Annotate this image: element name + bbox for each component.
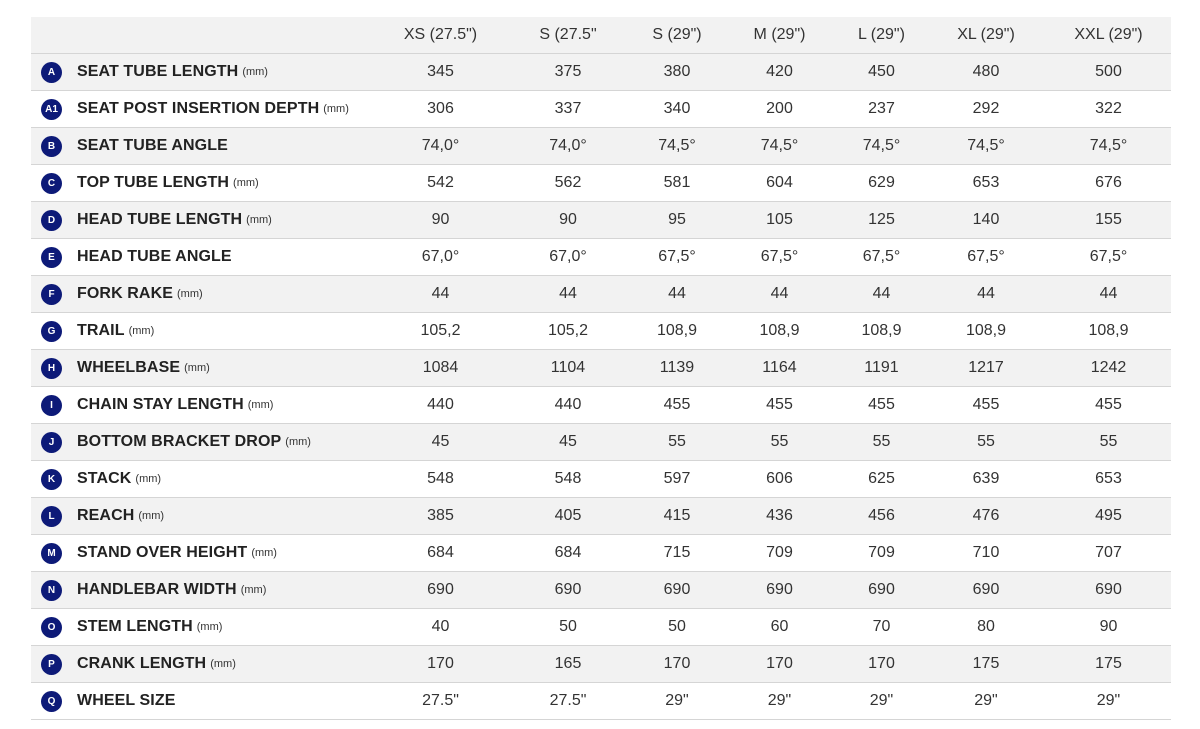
table-row bbox=[31, 461, 1171, 498]
value-cell: 155 bbox=[1046, 202, 1171, 239]
table-row bbox=[31, 350, 1171, 387]
value-cell: 684 bbox=[377, 535, 504, 572]
row-label bbox=[31, 136, 377, 157]
row-label bbox=[31, 62, 377, 83]
column-header-s-29: S (29") bbox=[632, 17, 722, 54]
value-cell: 405 bbox=[504, 498, 632, 535]
row-label-cell bbox=[31, 239, 377, 276]
value-cell: 105 bbox=[722, 202, 837, 239]
value-cell: 44 bbox=[632, 276, 722, 313]
measurement-name: SEAT POST INSERTION DEPTH bbox=[77, 100, 320, 117]
value-cell: 55 bbox=[926, 424, 1046, 461]
table-row bbox=[31, 535, 1171, 572]
value-cell: 67,0° bbox=[504, 239, 632, 276]
row-label-cell bbox=[31, 91, 377, 128]
measurement-name: BOTTOM BRACKET DROP bbox=[77, 433, 282, 450]
row-label-cell bbox=[31, 54, 377, 91]
value-cell: 44 bbox=[504, 276, 632, 313]
value-cell: 455 bbox=[1046, 387, 1171, 424]
value-cell: 125 bbox=[837, 202, 926, 239]
value-cell: 44 bbox=[1046, 276, 1171, 313]
value-cell: 108,9 bbox=[926, 313, 1046, 350]
value-cell: 380 bbox=[632, 54, 722, 91]
table-row bbox=[31, 128, 1171, 165]
measurement-badge: C bbox=[41, 173, 62, 194]
measurement-name: STACK bbox=[77, 470, 132, 487]
value-cell: 45 bbox=[377, 424, 504, 461]
measurement-unit: (mm) bbox=[135, 473, 162, 485]
value-cell: 1164 bbox=[722, 350, 837, 387]
value-cell: 74,0° bbox=[504, 128, 632, 165]
column-header-m-29: M (29") bbox=[722, 17, 837, 54]
row-label bbox=[31, 210, 377, 231]
value-cell: 95 bbox=[632, 202, 722, 239]
value-cell: 74,5° bbox=[926, 128, 1046, 165]
value-cell: 74,5° bbox=[837, 128, 926, 165]
value-cell: 455 bbox=[722, 387, 837, 424]
value-cell: 456 bbox=[837, 498, 926, 535]
value-cell: 55 bbox=[837, 424, 926, 461]
measurement-unit: (mm) bbox=[240, 584, 267, 596]
value-cell: 606 bbox=[722, 461, 837, 498]
value-cell: 27.5" bbox=[504, 683, 632, 720]
value-cell: 44 bbox=[926, 276, 1046, 313]
value-cell: 55 bbox=[632, 424, 722, 461]
table-row bbox=[31, 276, 1171, 313]
column-header-xs-27-5: XS (27.5") bbox=[377, 17, 504, 54]
row-label bbox=[31, 691, 377, 712]
value-cell: 1217 bbox=[926, 350, 1046, 387]
value-cell: 440 bbox=[377, 387, 504, 424]
row-label-cell bbox=[31, 424, 377, 461]
value-cell: 684 bbox=[504, 535, 632, 572]
measurement-unit: (mm) bbox=[233, 177, 259, 189]
row-label-cell bbox=[31, 313, 377, 350]
value-cell: 90 bbox=[1046, 609, 1171, 646]
value-cell: 292 bbox=[926, 91, 1046, 128]
value-cell: 542 bbox=[377, 165, 504, 202]
measurement-badge: I bbox=[41, 395, 62, 416]
value-cell: 175 bbox=[1046, 646, 1171, 683]
measurement-unit: (mm) bbox=[138, 510, 165, 522]
value-cell: 108,9 bbox=[632, 313, 722, 350]
row-label bbox=[31, 506, 377, 527]
table-row bbox=[31, 387, 1171, 424]
value-cell: 306 bbox=[377, 91, 504, 128]
row-label-cell bbox=[31, 350, 377, 387]
measurement-badge: N bbox=[41, 580, 62, 601]
row-label-cell bbox=[31, 128, 377, 165]
measurement-badge: A bbox=[41, 62, 62, 83]
value-cell: 108,9 bbox=[1046, 313, 1171, 350]
row-label bbox=[31, 469, 377, 490]
value-cell: 29" bbox=[1046, 683, 1171, 720]
value-cell: 345 bbox=[377, 54, 504, 91]
table-row bbox=[31, 609, 1171, 646]
value-cell: 707 bbox=[1046, 535, 1171, 572]
value-cell: 455 bbox=[632, 387, 722, 424]
geometry-table bbox=[31, 17, 1171, 720]
table-row bbox=[31, 498, 1171, 535]
table-row bbox=[31, 54, 1171, 91]
measurement-unit: (mm) bbox=[184, 362, 210, 374]
value-cell: 55 bbox=[722, 424, 837, 461]
measurement-unit: (mm) bbox=[323, 103, 349, 115]
measurement-badge: P bbox=[41, 654, 62, 675]
row-label bbox=[31, 99, 377, 120]
value-cell: 690 bbox=[377, 572, 504, 609]
value-cell: 44 bbox=[377, 276, 504, 313]
value-cell: 1242 bbox=[1046, 350, 1171, 387]
measurement-badge: B bbox=[41, 136, 62, 157]
measurement-name: TOP TUBE LENGTH bbox=[77, 174, 230, 191]
row-label bbox=[31, 654, 377, 675]
row-label bbox=[31, 321, 377, 342]
row-label bbox=[31, 395, 377, 416]
value-cell: 170 bbox=[632, 646, 722, 683]
measurement-badge: E bbox=[41, 247, 62, 268]
value-cell: 715 bbox=[632, 535, 722, 572]
value-cell: 690 bbox=[1046, 572, 1171, 609]
value-cell: 29" bbox=[837, 683, 926, 720]
table-row bbox=[31, 424, 1171, 461]
value-cell: 105,2 bbox=[504, 313, 632, 350]
row-label-cell bbox=[31, 202, 377, 239]
row-label bbox=[31, 173, 377, 194]
table-row bbox=[31, 572, 1171, 609]
value-cell: 375 bbox=[504, 54, 632, 91]
value-cell: 450 bbox=[837, 54, 926, 91]
value-cell: 105,2 bbox=[377, 313, 504, 350]
row-label-cell bbox=[31, 461, 377, 498]
row-label bbox=[31, 247, 377, 268]
value-cell: 170 bbox=[837, 646, 926, 683]
measurement-unit: (mm) bbox=[246, 214, 272, 226]
value-cell: 74,5° bbox=[722, 128, 837, 165]
value-cell: 108,9 bbox=[837, 313, 926, 350]
value-cell: 1191 bbox=[837, 350, 926, 387]
table-row bbox=[31, 239, 1171, 276]
value-cell: 436 bbox=[722, 498, 837, 535]
measurement-unit: (mm) bbox=[210, 658, 236, 670]
value-cell: 676 bbox=[1046, 165, 1171, 202]
value-cell: 67,5° bbox=[926, 239, 1046, 276]
value-cell: 67,0° bbox=[377, 239, 504, 276]
value-cell: 500 bbox=[1046, 54, 1171, 91]
table-row bbox=[31, 91, 1171, 128]
measurement-badge: G bbox=[41, 321, 62, 342]
value-cell: 1139 bbox=[632, 350, 722, 387]
column-header-s-27-5: S (27.5" bbox=[504, 17, 632, 54]
value-cell: 480 bbox=[926, 54, 1046, 91]
value-cell: 653 bbox=[926, 165, 1046, 202]
row-label-cell bbox=[31, 276, 377, 313]
row-label-cell bbox=[31, 646, 377, 683]
value-cell: 476 bbox=[926, 498, 1046, 535]
value-cell: 710 bbox=[926, 535, 1046, 572]
measurement-name: FORK RAKE bbox=[77, 285, 174, 302]
value-cell: 29" bbox=[722, 683, 837, 720]
value-cell: 690 bbox=[722, 572, 837, 609]
value-cell: 322 bbox=[1046, 91, 1171, 128]
row-label-cell bbox=[31, 535, 377, 572]
value-cell: 495 bbox=[1046, 498, 1171, 535]
measurement-badge: H bbox=[41, 358, 62, 379]
value-cell: 67,5° bbox=[837, 239, 926, 276]
header-row bbox=[31, 17, 1171, 54]
measurement-unit: (mm) bbox=[128, 325, 155, 337]
value-cell: 562 bbox=[504, 165, 632, 202]
value-cell: 1104 bbox=[504, 350, 632, 387]
measurement-badge: J bbox=[41, 432, 62, 453]
row-label-cell bbox=[31, 165, 377, 202]
measurement-badge: K bbox=[41, 469, 62, 490]
row-label-cell bbox=[31, 387, 377, 424]
measurement-unit: (mm) bbox=[242, 66, 268, 78]
value-cell: 385 bbox=[377, 498, 504, 535]
value-cell: 415 bbox=[632, 498, 722, 535]
value-cell: 80 bbox=[926, 609, 1046, 646]
value-cell: 548 bbox=[377, 461, 504, 498]
value-cell: 548 bbox=[504, 461, 632, 498]
value-cell: 337 bbox=[504, 91, 632, 128]
measurement-name: WHEELBASE bbox=[77, 359, 181, 376]
table-row bbox=[31, 646, 1171, 683]
value-cell: 604 bbox=[722, 165, 837, 202]
value-cell: 237 bbox=[837, 91, 926, 128]
measurement-name: HEAD TUBE ANGLE bbox=[77, 248, 232, 265]
measurement-badge: L bbox=[41, 506, 62, 527]
measurement-name: CHAIN STAY LENGTH bbox=[77, 396, 244, 413]
value-cell: 29" bbox=[632, 683, 722, 720]
table-header bbox=[31, 17, 1171, 54]
value-cell: 170 bbox=[377, 646, 504, 683]
value-cell: 597 bbox=[632, 461, 722, 498]
value-cell: 690 bbox=[632, 572, 722, 609]
value-cell: 50 bbox=[504, 609, 632, 646]
value-cell: 50 bbox=[632, 609, 722, 646]
value-cell: 67,5° bbox=[632, 239, 722, 276]
value-cell: 90 bbox=[377, 202, 504, 239]
value-cell: 340 bbox=[632, 91, 722, 128]
value-cell: 45 bbox=[504, 424, 632, 461]
column-header-xl-29: XL (29") bbox=[926, 17, 1046, 54]
value-cell: 690 bbox=[504, 572, 632, 609]
measurement-badge: O bbox=[41, 617, 62, 638]
measurement-name: SEAT TUBE ANGLE bbox=[77, 137, 228, 154]
measurement-badge: D bbox=[41, 210, 62, 231]
measurement-name: CRANK LENGTH bbox=[77, 655, 207, 672]
header-label-cell bbox=[31, 17, 377, 54]
value-cell: 140 bbox=[926, 202, 1046, 239]
measurement-unit: (mm) bbox=[247, 399, 274, 411]
value-cell: 653 bbox=[1046, 461, 1171, 498]
value-cell: 581 bbox=[632, 165, 722, 202]
measurement-name: HEAD TUBE LENGTH bbox=[77, 211, 243, 228]
measurement-unit: (mm) bbox=[196, 621, 223, 633]
value-cell: 625 bbox=[837, 461, 926, 498]
row-label-cell bbox=[31, 683, 377, 720]
row-label bbox=[31, 543, 377, 564]
row-label-cell bbox=[31, 572, 377, 609]
value-cell: 70 bbox=[837, 609, 926, 646]
row-label-cell bbox=[31, 609, 377, 646]
row-label bbox=[31, 580, 377, 601]
value-cell: 455 bbox=[837, 387, 926, 424]
measurement-badge: F bbox=[41, 284, 62, 305]
value-cell: 108,9 bbox=[722, 313, 837, 350]
value-cell: 74,5° bbox=[632, 128, 722, 165]
measurement-badge: A1 bbox=[41, 99, 62, 120]
value-cell: 60 bbox=[722, 609, 837, 646]
value-cell: 420 bbox=[722, 54, 837, 91]
table-row bbox=[31, 202, 1171, 239]
value-cell: 639 bbox=[926, 461, 1046, 498]
value-cell: 175 bbox=[926, 646, 1046, 683]
value-cell: 74,0° bbox=[377, 128, 504, 165]
measurement-badge: M bbox=[41, 543, 62, 564]
value-cell: 629 bbox=[837, 165, 926, 202]
value-cell: 55 bbox=[1046, 424, 1171, 461]
value-cell: 709 bbox=[722, 535, 837, 572]
value-cell: 44 bbox=[722, 276, 837, 313]
value-cell: 690 bbox=[837, 572, 926, 609]
row-label-cell bbox=[31, 498, 377, 535]
measurement-name: STAND OVER HEIGHT bbox=[77, 544, 248, 561]
value-cell: 67,5° bbox=[1046, 239, 1171, 276]
measurement-unit: (mm) bbox=[251, 547, 277, 559]
value-cell: 67,5° bbox=[722, 239, 837, 276]
measurement-name: TRAIL bbox=[77, 322, 125, 339]
value-cell: 165 bbox=[504, 646, 632, 683]
measurement-name: SEAT TUBE LENGTH bbox=[77, 63, 239, 80]
value-cell: 27.5" bbox=[377, 683, 504, 720]
table-row bbox=[31, 313, 1171, 350]
table-row bbox=[31, 683, 1171, 720]
measurement-name: REACH bbox=[77, 507, 135, 524]
column-header-xxl-29: XXL (29") bbox=[1046, 17, 1171, 54]
row-label bbox=[31, 617, 377, 638]
table-body bbox=[31, 54, 1171, 720]
value-cell: 40 bbox=[377, 609, 504, 646]
value-cell: 74,5° bbox=[1046, 128, 1171, 165]
measurement-name: WHEEL SIZE bbox=[77, 692, 176, 709]
column-header-l-29: L (29") bbox=[837, 17, 926, 54]
measurement-badge: Q bbox=[41, 691, 62, 712]
measurement-unit: (mm) bbox=[177, 288, 203, 300]
measurement-name: HANDLEBAR WIDTH bbox=[77, 581, 237, 598]
value-cell: 90 bbox=[504, 202, 632, 239]
value-cell: 170 bbox=[722, 646, 837, 683]
measurement-unit: (mm) bbox=[285, 436, 311, 448]
row-label bbox=[31, 358, 377, 379]
value-cell: 440 bbox=[504, 387, 632, 424]
measurement-name: STEM LENGTH bbox=[77, 618, 193, 635]
value-cell: 709 bbox=[837, 535, 926, 572]
row-label bbox=[31, 432, 377, 453]
value-cell: 29" bbox=[926, 683, 1046, 720]
value-cell: 200 bbox=[722, 91, 837, 128]
value-cell: 690 bbox=[926, 572, 1046, 609]
value-cell: 44 bbox=[837, 276, 926, 313]
value-cell: 455 bbox=[926, 387, 1046, 424]
value-cell: 1084 bbox=[377, 350, 504, 387]
row-label bbox=[31, 284, 377, 305]
table-row bbox=[31, 165, 1171, 202]
